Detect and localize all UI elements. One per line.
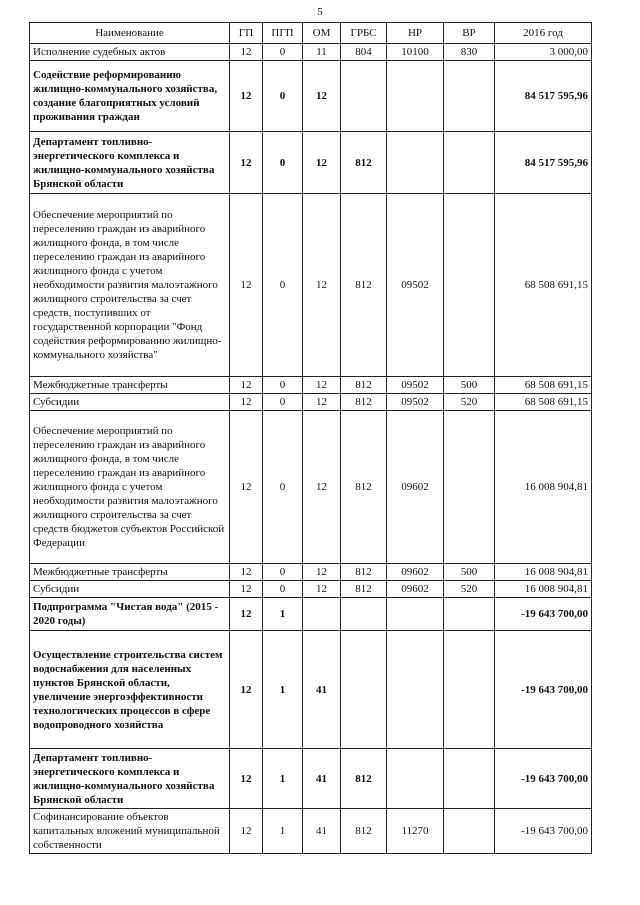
col-header-amount: 2016 год — [495, 23, 592, 44]
cell-grbs: 812 — [341, 581, 387, 598]
cell-om: 12 — [303, 564, 341, 581]
cell-gp: 12 — [230, 564, 263, 581]
table-row — [30, 411, 592, 564]
cell-pgp: 0 — [263, 411, 303, 564]
cell-nr: 11270 — [387, 809, 444, 854]
cell-grbs: 812 — [341, 411, 387, 564]
cell-pgp: 1 — [263, 598, 303, 631]
cell-pgp: 1 — [263, 749, 303, 809]
table-row — [30, 61, 592, 132]
cell-nr: 09502 — [387, 394, 444, 411]
cell-om: 12 — [303, 581, 341, 598]
cell-amount: 84 517 595,96 — [495, 61, 592, 132]
cell-name: Подпрограмма "Чистая вода" (2015 - 2020 годы) — [30, 598, 230, 631]
cell-gp: 12 — [230, 44, 263, 61]
cell-om: 12 — [303, 132, 341, 194]
cell-nr: 09502 — [387, 194, 444, 377]
cell-name: Исполнение судебных актов — [30, 44, 230, 61]
cell-name: Межбюджетные трансферты — [30, 377, 230, 394]
cell-pgp: 1 — [263, 631, 303, 749]
table-row — [30, 44, 592, 61]
cell-name: Департамент топливно-энергетического комплекса и жилищно-коммунального хозяйства Брянской области — [30, 749, 230, 809]
cell-vr: 830 — [444, 44, 495, 61]
table-row — [30, 194, 592, 377]
cell-gp: 12 — [230, 61, 263, 132]
table-row — [30, 749, 592, 809]
cell-name: Субсидии — [30, 581, 230, 598]
page-number: 5 — [317, 6, 323, 18]
col-header-vr: ВР — [444, 23, 495, 44]
cell-nr — [387, 749, 444, 809]
cell-vr — [444, 411, 495, 564]
table-header-row — [30, 23, 592, 44]
cell-gp: 12 — [230, 581, 263, 598]
cell-om: 12 — [303, 394, 341, 411]
cell-vr: 500 — [444, 377, 495, 394]
table-row — [30, 631, 592, 749]
cell-name: Обеспечение мероприятий по переселению граждан из аварийного жилищного фонда, в том числе переселению граждан из аварийного жилищного фонда с учетом необходимости развития малоэтажного жилищного строительства за счет средств бюджетов субъектов Российской Федерации — [30, 411, 230, 564]
cell-grbs: 812 — [341, 564, 387, 581]
cell-nr — [387, 631, 444, 749]
cell-grbs — [341, 61, 387, 132]
table-row — [30, 564, 592, 581]
cell-nr — [387, 132, 444, 194]
cell-amount: 16 008 904,81 — [495, 411, 592, 564]
cell-amount: -19 643 700,00 — [495, 598, 592, 631]
cell-name: Департамент топливно-энергетического комплекса и жилищно-коммунального хозяйства Брянской области — [30, 132, 230, 194]
cell-pgp: 0 — [263, 44, 303, 61]
col-header-om: ОМ — [303, 23, 341, 44]
table-row — [30, 598, 592, 631]
col-header-gp: ГП — [230, 23, 263, 44]
cell-pgp: 0 — [263, 61, 303, 132]
cell-grbs: 812 — [341, 377, 387, 394]
cell-amount: 68 508 691,15 — [495, 394, 592, 411]
cell-om: 41 — [303, 631, 341, 749]
col-header-nr: НР — [387, 23, 444, 44]
cell-amount: 16 008 904,81 — [495, 564, 592, 581]
cell-vr: 520 — [444, 394, 495, 411]
cell-pgp: 1 — [263, 809, 303, 854]
cell-pgp: 0 — [263, 377, 303, 394]
table-body — [30, 44, 592, 854]
cell-nr: 09502 — [387, 377, 444, 394]
cell-amount: -19 643 700,00 — [495, 809, 592, 854]
cell-amount: 68 508 691,15 — [495, 377, 592, 394]
cell-vr — [444, 598, 495, 631]
cell-om: 12 — [303, 411, 341, 564]
cell-pgp: 0 — [263, 132, 303, 194]
cell-nr: 09602 — [387, 411, 444, 564]
cell-vr: 520 — [444, 581, 495, 598]
cell-grbs: 804 — [341, 44, 387, 61]
cell-vr — [444, 809, 495, 854]
table-row — [30, 377, 592, 394]
cell-nr: 10100 — [387, 44, 444, 61]
cell-nr — [387, 598, 444, 631]
cell-grbs: 812 — [341, 809, 387, 854]
budget-table — [29, 22, 592, 854]
cell-name: Осуществление строительства систем водоснабжения для населенных пунктов Брянской области, увеличение энергоэффективности технологических процессов в сфере водопроводного хозяйства — [30, 631, 230, 749]
cell-gp: 12 — [230, 132, 263, 194]
cell-amount: 84 517 595,96 — [495, 132, 592, 194]
cell-name: Содействие реформированию жилищно-коммунального хозяйства, создание благоприятных условий проживания граждан — [30, 61, 230, 132]
cell-grbs: 812 — [341, 749, 387, 809]
cell-gp: 12 — [230, 809, 263, 854]
cell-nr: 09602 — [387, 564, 444, 581]
cell-gp: 12 — [230, 598, 263, 631]
cell-pgp: 0 — [263, 581, 303, 598]
cell-grbs: 812 — [341, 394, 387, 411]
cell-grbs — [341, 598, 387, 631]
cell-nr: 09602 — [387, 581, 444, 598]
cell-om — [303, 598, 341, 631]
cell-vr: 500 — [444, 564, 495, 581]
cell-om: 41 — [303, 749, 341, 809]
cell-gp: 12 — [230, 377, 263, 394]
cell-gp: 12 — [230, 194, 263, 377]
cell-vr — [444, 61, 495, 132]
cell-grbs — [341, 631, 387, 749]
cell-grbs: 812 — [341, 132, 387, 194]
cell-amount: 3 000,00 — [495, 44, 592, 61]
cell-gp: 12 — [230, 411, 263, 564]
table-row — [30, 132, 592, 194]
cell-amount: 16 008 904,81 — [495, 581, 592, 598]
col-header-name: Наименование — [30, 23, 230, 44]
col-header-pgp: ПГП — [263, 23, 303, 44]
table-row — [30, 581, 592, 598]
cell-vr — [444, 194, 495, 377]
cell-vr — [444, 631, 495, 749]
cell-om: 11 — [303, 44, 341, 61]
cell-nr — [387, 61, 444, 132]
cell-pgp: 0 — [263, 394, 303, 411]
col-header-grbs: ГРБС — [341, 23, 387, 44]
table-row — [30, 394, 592, 411]
cell-amount: 68 508 691,15 — [495, 194, 592, 377]
cell-pgp: 0 — [263, 194, 303, 377]
cell-vr — [444, 749, 495, 809]
cell-name: Межбюджетные трансферты — [30, 564, 230, 581]
cell-amount: -19 643 700,00 — [495, 749, 592, 809]
cell-gp: 12 — [230, 631, 263, 749]
cell-gp: 12 — [230, 394, 263, 411]
cell-om: 12 — [303, 61, 341, 132]
cell-om: 12 — [303, 377, 341, 394]
cell-name: Субсидии — [30, 394, 230, 411]
cell-name: Обеспечение мероприятий по переселению граждан из аварийного жилищного фонда, в том числе переселению граждан из аварийного жилищного фонда с учетом необходимости развития малоэтажного жилищного строительства за счет средств, поступивших от государственной корпорации "Фонд содействия реформированию жилищно-коммунального хозяйства" — [30, 194, 230, 377]
cell-grbs: 812 — [341, 194, 387, 377]
cell-amount: -19 643 700,00 — [495, 631, 592, 749]
cell-vr — [444, 132, 495, 194]
cell-om: 12 — [303, 194, 341, 377]
cell-pgp: 0 — [263, 564, 303, 581]
cell-gp: 12 — [230, 749, 263, 809]
cell-om: 41 — [303, 809, 341, 854]
cell-name: Софинансирование объектов капитальных вложений муниципальной собственности — [30, 809, 230, 854]
table-row — [30, 809, 592, 854]
